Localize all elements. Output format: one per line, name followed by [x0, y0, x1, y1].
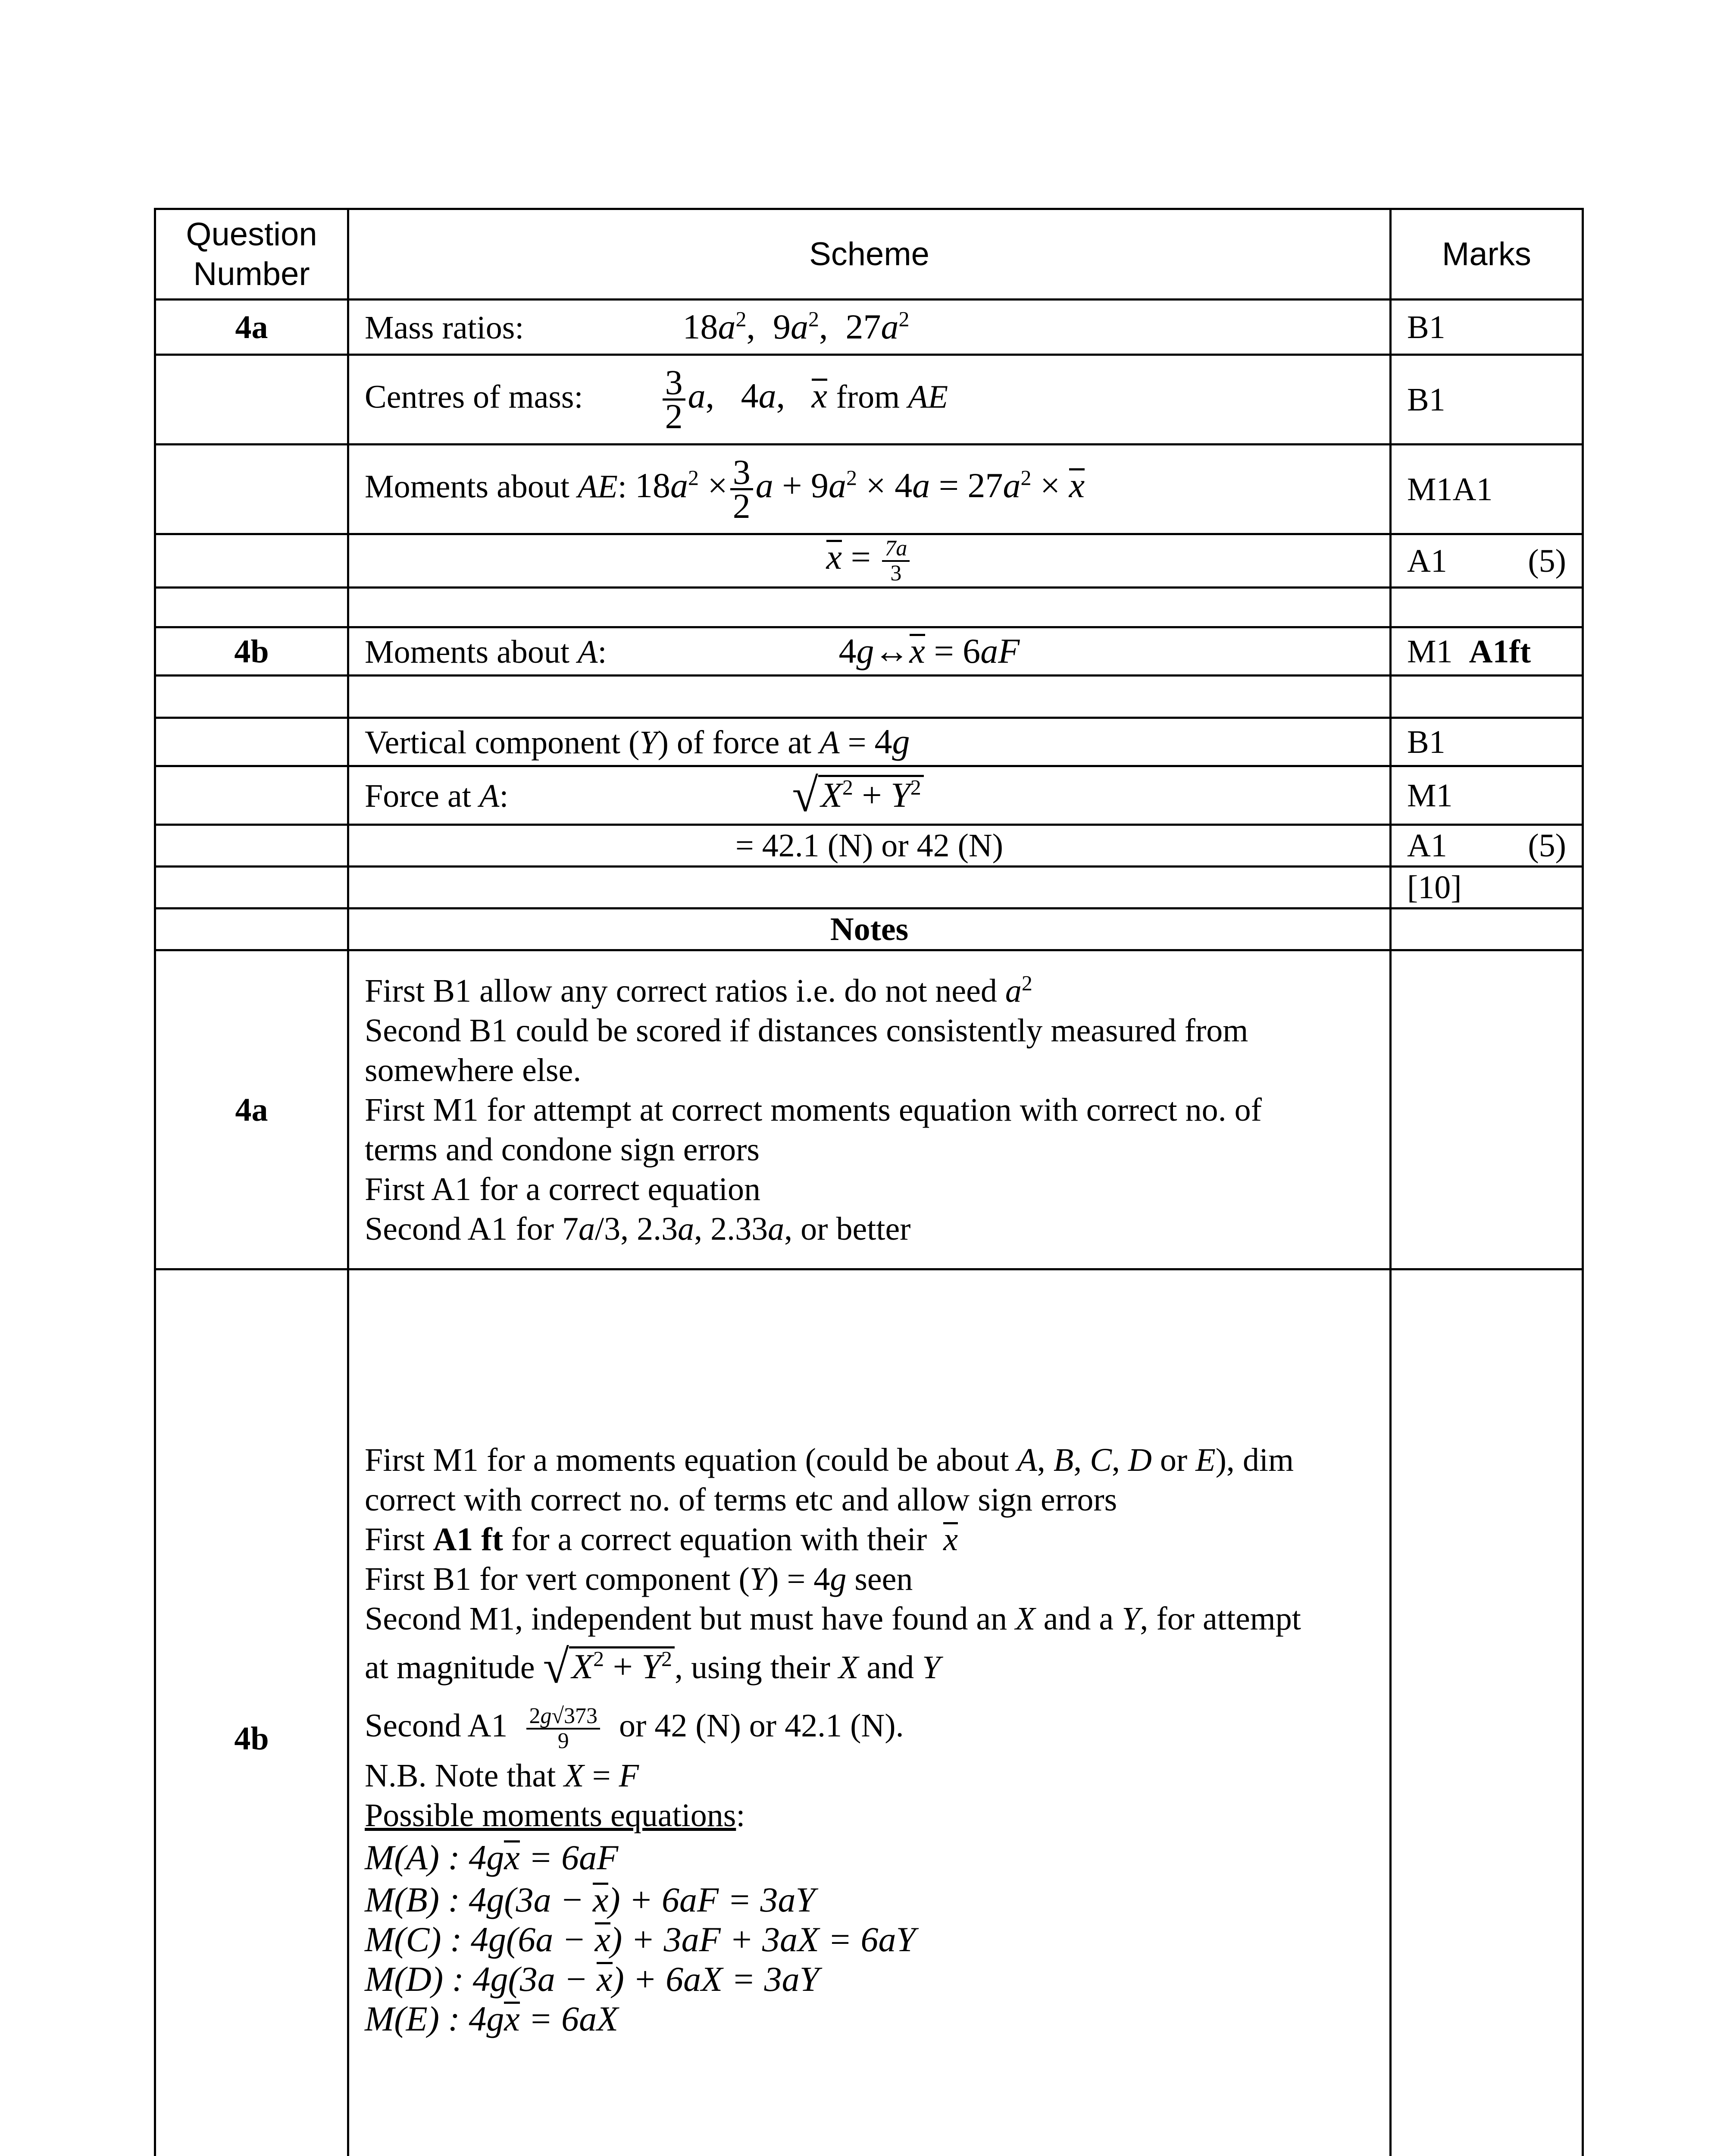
notes-4a-line: somewhere else. [365, 1052, 582, 1088]
notes-4a-line: Second B1 could be scored if distances consistently measured from [365, 1012, 1248, 1049]
notes-4b-line: First M1 for a moments equation (could be about A, B, C, D or E), dim [365, 1442, 1294, 1478]
moments-a-marks [1391, 627, 1583, 676]
force-label: Force at [365, 778, 471, 814]
spacer-row [155, 676, 1583, 718]
notes-4a-line: First A1 for a correct equation [365, 1171, 761, 1207]
table-row [155, 825, 1583, 867]
vertical-label-end: ) of force at [657, 724, 812, 761]
moments-a-cell: Moments about A: 4g↔x = 6aF [348, 627, 1391, 676]
question-number-header: Question Number [155, 209, 348, 300]
moments-ae-label: Moments about [365, 468, 569, 505]
xbar-result-marks [1391, 534, 1583, 588]
notes-4b-cell [348, 1269, 1391, 2156]
vertical-mark: B1 [1391, 718, 1583, 766]
notes-4a-line: terms and condone sign errors [365, 1131, 760, 1168]
table-row [155, 627, 1583, 676]
notes-4b-line: Second M1, independent but must have found an X and a Y, for attempt [365, 1600, 1301, 1637]
vertical-component-cell: Vertical component (Y) of force at A = 4g [348, 718, 1391, 766]
notes-4b-line: First A1 ft for a correct equation with their x [365, 1521, 958, 1557]
notes-4b-line: Possible moments equations: [365, 1797, 745, 1833]
mass-ratios-mark: B1 [1391, 300, 1583, 355]
moment-equation-e: M(E) : 4gx = 6aX [365, 1999, 619, 2038]
moments-ae-equation: $18a^2$ × $\frac{3}{2}$ $a + 9a^2 \times 4a = 27a^2 \times x$ [635, 452, 1085, 526]
notes-4a-line: First M1 for attempt at correct moments equation with correct no. of [365, 1091, 1262, 1128]
force-value-cell: = 42.1 (N) or 42 (N) [348, 825, 1391, 867]
notes-label-4a: 4a [155, 950, 348, 1269]
notes-heading: Notes [348, 909, 1391, 950]
table-row [155, 1269, 1583, 2156]
moment-equation-b: M(B) : 4g(3a − x) + 6aF = 3aY [365, 1880, 816, 1919]
moment-equation-c: M(C) : 4g(6a − x) + 3aF + 3aX = 6aY [365, 1919, 916, 1959]
centres-label: Centres of mass: [365, 379, 583, 415]
question-label-4b: 4b [155, 627, 348, 676]
table-row [155, 534, 1583, 588]
centres-from-text: from [836, 379, 900, 415]
xbar-result-expression: x = $\frac{7a}{3}$ [826, 537, 913, 577]
notes-4b-line: N.B. Note that X = F [365, 1757, 639, 1794]
centres-expression: $\frac{3}{2}$ a, 4a, x [660, 376, 836, 415]
xbar-subtotal: (5) [1528, 542, 1566, 579]
moments-a-a1ft: A1ft [1469, 633, 1531, 670]
xbar-result-cell [348, 534, 1391, 588]
force-subtotal: (5) [1528, 827, 1566, 864]
table-row [155, 718, 1583, 766]
notes-4a-line: First B1 allow any correct ratios i.e. do not need [365, 972, 997, 1009]
vertical-label-start: Vertical component ( [365, 724, 640, 761]
mass-ratios-cell [348, 300, 1391, 355]
moments-a-label: Moments about [365, 633, 569, 670]
force-value-marks [1391, 825, 1583, 867]
moment-equation-a: M(A) : 4gx = 6aF [365, 1837, 619, 1877]
mass-ratios-expression: $18a^2$, $9a^2$, $27a^2$ [682, 307, 910, 346]
marks-header: Marks [1391, 209, 1583, 300]
mass-ratios-label: Mass ratios: [365, 309, 524, 346]
mark-scheme-table [154, 208, 1584, 2156]
table-row [155, 355, 1583, 445]
moments-a-equation: 4g↔x = 6aF [838, 631, 1020, 671]
spacer-row [155, 588, 1583, 627]
table-row [155, 950, 1583, 1269]
table-header-row [155, 209, 1583, 300]
table-row [155, 445, 1583, 534]
force-at-a-cell: Force at A: $√X^2 + Y^2$ [348, 766, 1391, 825]
notes-4b-line: correct with correct no. of terms etc and allow sign errors [365, 1481, 1117, 1518]
notes-label-4b: 4b [155, 1269, 348, 2156]
scheme-header: Scheme [348, 209, 1391, 300]
moments-a-m1: M1 [1407, 633, 1453, 670]
notes-4a-cell: First B1 allow any correct ratios i.e. do not need $a^2$ Second B1 could be scored if distances consistently measured from somewhere else. First M1 for attempt at correct moments equation with correct no. of terms and condone sign errors First A1 for a correct equation Second A1 for 7a/3, 2.3a, 2.33a, or better [348, 950, 1391, 1269]
question-label-4a: 4a [155, 300, 348, 355]
table-row [155, 909, 1583, 950]
notes-4a-line: Second A1 for 7a/3, 2.3a, 2.33a, or better [365, 1210, 911, 1247]
centres-mark: B1 [1391, 355, 1583, 445]
notes-4b-line: Second A1 $\frac{2g√373}{9}$ or 42 (N) or 42.1 (N). [365, 1704, 904, 1754]
centres-of-mass-cell: Centres of mass: $\frac{3}{2}$ a, 4a, x from AE [348, 355, 1391, 445]
grand-total: [10] [1391, 867, 1583, 909]
notes-4b-line: First B1 for vert component (Y) = 4g seen [365, 1561, 913, 1597]
moment-equation-d: M(D) : 4g(3a − x) + 6aX = 3aY [365, 1959, 820, 1999]
table-row [155, 867, 1583, 909]
force-sqrt-expression: $√X^2 + Y^2$ [792, 775, 923, 815]
table-row [155, 300, 1583, 355]
notes-4b-line: at magnitude $√X^2 + Y^2$, using their X and Y [365, 1640, 941, 1693]
force-a1-mark: A1 [1407, 827, 1447, 864]
force-mark: M1 [1391, 766, 1583, 825]
table-row [155, 766, 1583, 825]
xbar-a1-mark: A1 [1407, 542, 1447, 579]
moments-ae-marks: M1A1 [1391, 445, 1583, 534]
moments-ae-cell: Moments about AE: $18a^2$ × $\frac{3}{2}$ $a + 9a^2 \times 4a = 27a^2 \times x$ [348, 445, 1391, 534]
